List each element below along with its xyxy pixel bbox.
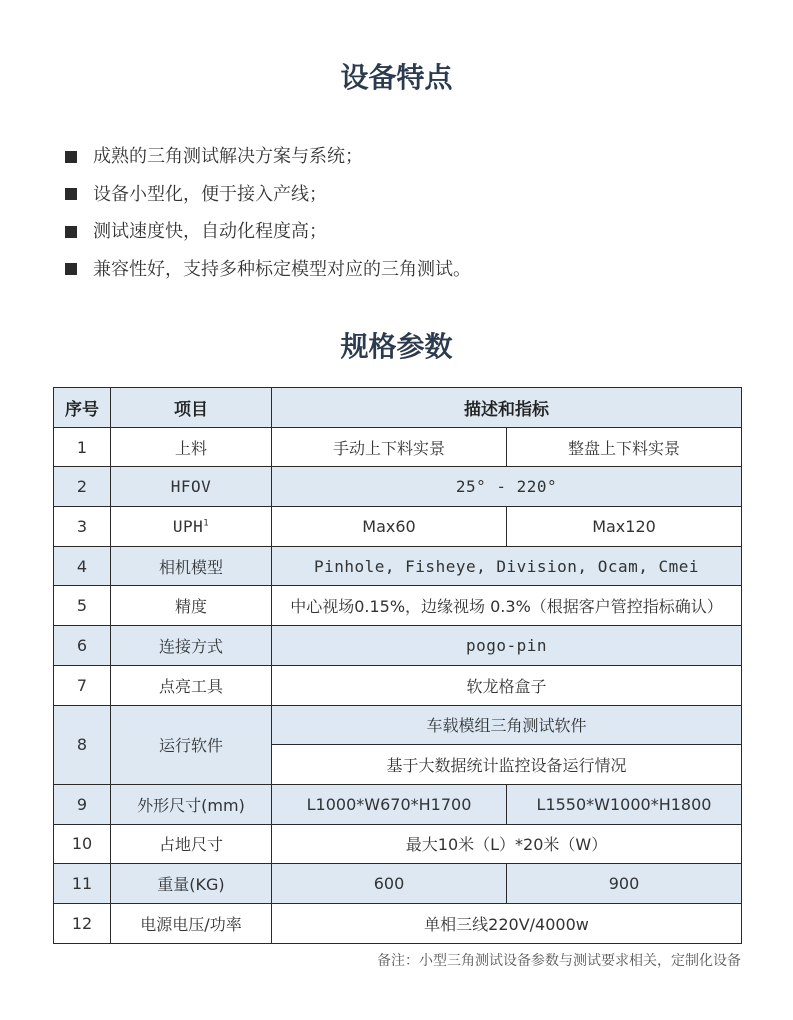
- row-item: 重量(KG): [111, 864, 272, 904]
- table-row: [54, 586, 742, 626]
- table-row: [54, 467, 742, 507]
- row-item: HFOV: [111, 467, 272, 507]
- footnote: 备注：小型三角测试设备参数与测试要求相关，定制化设备: [377, 953, 741, 969]
- feature-text: 成熟的三角测试解决方案与系统；: [93, 146, 363, 167]
- row-index: 12: [54, 903, 111, 943]
- row-item: 电源电压/功率: [111, 903, 272, 943]
- row-value-line-2: 基于大数据统计监控设备运行情况: [272, 745, 742, 785]
- table-row: [54, 705, 742, 745]
- row-value-b: L1550*W1000*H1800: [507, 784, 742, 824]
- footnote-mark: 1: [203, 518, 210, 529]
- row-value-a: Max60: [272, 507, 507, 547]
- row-item: 精度: [111, 586, 272, 626]
- row-value: 25° - 220°: [272, 467, 742, 507]
- row-value-b: 900: [507, 864, 742, 904]
- header-desc: 描述和指标: [272, 388, 742, 428]
- row-index: 1: [54, 427, 111, 467]
- feature-text: 兼容性好，支持多种标定模型对应的三角测试。: [93, 258, 471, 280]
- row-item: 上料: [111, 427, 272, 467]
- square-bullet-icon: [65, 226, 77, 238]
- row-index: 4: [54, 546, 111, 586]
- row-item: 占地尺寸: [111, 824, 272, 864]
- row-value-b: Max120: [507, 507, 742, 547]
- row-item: 连接方式: [111, 626, 272, 666]
- row-index: 3: [54, 507, 111, 547]
- header-index: 序号: [54, 388, 111, 428]
- feature-text: 测试速度快，自动化程度高；: [93, 221, 327, 242]
- feature-item: [65, 176, 471, 214]
- row-index: 8: [54, 705, 111, 784]
- row-index: 6: [54, 626, 111, 666]
- row-value: 软龙格盒子: [272, 665, 742, 705]
- square-bullet-icon: [65, 263, 77, 275]
- square-bullet-icon: [65, 151, 77, 163]
- row-item-text: UPH: [172, 516, 204, 536]
- square-bullet-icon: [65, 188, 77, 200]
- feature-text: 设备小型化，便于接入产线；: [93, 183, 327, 205]
- table-row: [54, 626, 742, 666]
- row-value-a: L1000*W670*H1700: [272, 784, 507, 824]
- row-item: [111, 507, 272, 547]
- header-item: 项目: [111, 388, 272, 428]
- row-value-line-1: 车载模组三角测试软件: [272, 705, 742, 745]
- row-item: 运行软件: [111, 705, 272, 784]
- row-value-a: 手动上下料实景: [272, 427, 507, 467]
- row-item: 外形尺寸(mm): [111, 784, 272, 824]
- feature-item: [65, 251, 471, 289]
- row-value: 单相三线220V/4000w: [272, 903, 742, 943]
- table-row: [54, 507, 742, 547]
- row-index: 5: [54, 586, 111, 626]
- table-row: [54, 864, 742, 904]
- table-row: [54, 427, 742, 467]
- table-row: [54, 784, 742, 824]
- features-list: [65, 138, 471, 288]
- row-value: pogo-pin: [272, 626, 742, 666]
- row-index: 2: [54, 467, 111, 507]
- row-value: 最大10米（L）*20米（W）: [272, 824, 742, 864]
- row-value: Pinhole, Fisheye, Division, Ocam, Cmei: [272, 546, 742, 586]
- table-row: [54, 903, 742, 943]
- feature-item: [65, 138, 471, 176]
- row-value: 中心视场0.15%，边缘视场 0.3%（根据客户管控指标确认）: [272, 586, 742, 626]
- row-value-b: 整盘上下料实景: [507, 427, 742, 467]
- table-row: [54, 665, 742, 705]
- features-title: 设备特点: [340, 61, 453, 94]
- row-index: 9: [54, 784, 111, 824]
- row-index: 7: [54, 665, 111, 705]
- table-header-row: [54, 388, 742, 428]
- feature-item: [65, 213, 471, 251]
- row-item: 点亮工具: [111, 665, 272, 705]
- spec-table: [53, 387, 742, 944]
- table-row: [54, 824, 742, 864]
- row-item: 相机模型: [111, 546, 272, 586]
- row-index: 11: [54, 864, 111, 904]
- spec-title: 规格参数: [340, 330, 453, 363]
- row-value-a: 600: [272, 864, 507, 904]
- row-index: 10: [54, 824, 111, 864]
- table-row: [54, 546, 742, 586]
